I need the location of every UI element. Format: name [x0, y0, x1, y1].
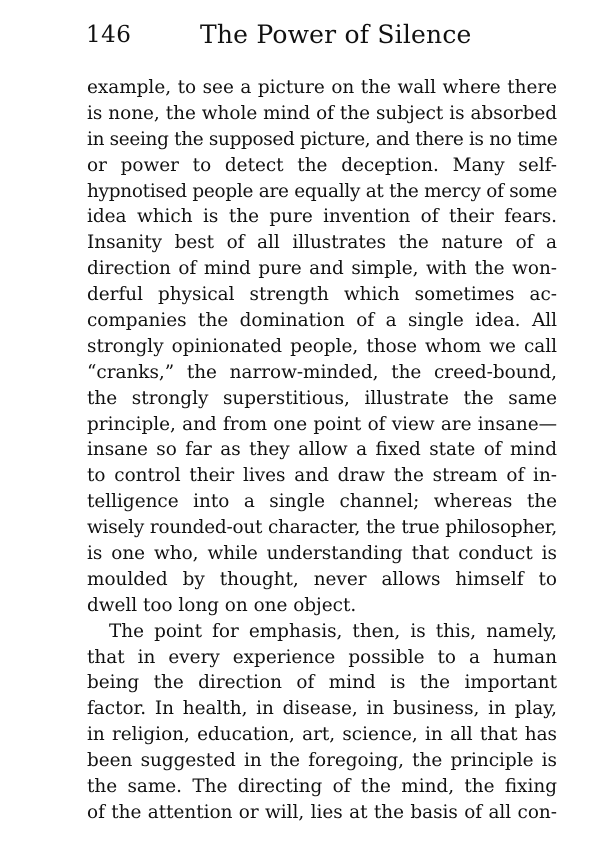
- text-line: strongly opinionated people, those whom we call: [87, 335, 557, 357]
- body-text: [87, 75, 557, 826]
- text-line: that in every experience possible to a human: [87, 646, 557, 668]
- text-line: derful physical strength which sometimes ac-: [87, 284, 557, 306]
- text-line: example, to see a picture on the wall where there: [87, 77, 557, 98]
- text-line: of the attention or will, lies at the basis of all con-: [87, 801, 557, 823]
- text-line: moulded by thought, never allows himself to: [87, 568, 557, 590]
- text-line: Insanity best of all illustrates the nature of a: [87, 232, 557, 254]
- text-line: or power to detect the deception. Many self-: [87, 154, 557, 176]
- text-line: wisely rounded-out character, the true philosopher,: [87, 517, 557, 539]
- text-line: idea which is the pure invention of their fears.: [87, 206, 557, 228]
- text-line: to control their lives and draw the stream of in-: [87, 465, 557, 487]
- text-line: insane so far as they allow a fixed state of mind: [87, 439, 557, 461]
- paragraph-start-line: The point for emphasis, then, is this, namely,: [109, 620, 557, 642]
- text-line: the same. The directing of the mind, the fixing: [87, 776, 557, 798]
- text-line: “cranks,” the narrow-minded, the creed-bound,: [87, 361, 557, 383]
- text-line: telligence into a single channel; whereas the: [87, 491, 557, 513]
- text-line: is one who, while understanding that conduct is: [87, 543, 557, 565]
- text-line: been suggested in the foregoing, the principle is: [87, 750, 557, 772]
- page-number: 146: [86, 22, 132, 48]
- text-line: in seeing the supposed picture, and there is no time: [87, 128, 558, 150]
- paragraph-end-line: dwell too long on one object.: [87, 594, 357, 616]
- text-line: in religion, education, art, science, in all that has: [87, 724, 557, 746]
- text-line: the strongly superstitious, illustrate the same: [87, 387, 557, 409]
- text-line: is none, the whole mind of the subject is absorbed: [87, 102, 557, 124]
- text-line: direction of mind pure and simple, with the won-: [87, 258, 557, 280]
- text-line: hypnotised people are equally at the mercy of some: [87, 180, 558, 202]
- text-line: being the direction of mind is the important: [87, 672, 557, 694]
- text-line: companies the domination of a single idea. All: [87, 310, 557, 332]
- running-title: The Power of Silence: [200, 20, 472, 49]
- text-line: factor. In health, in disease, in business, in play,: [87, 698, 557, 720]
- text-line: principle, and from one point of view are insane—: [87, 413, 557, 435]
